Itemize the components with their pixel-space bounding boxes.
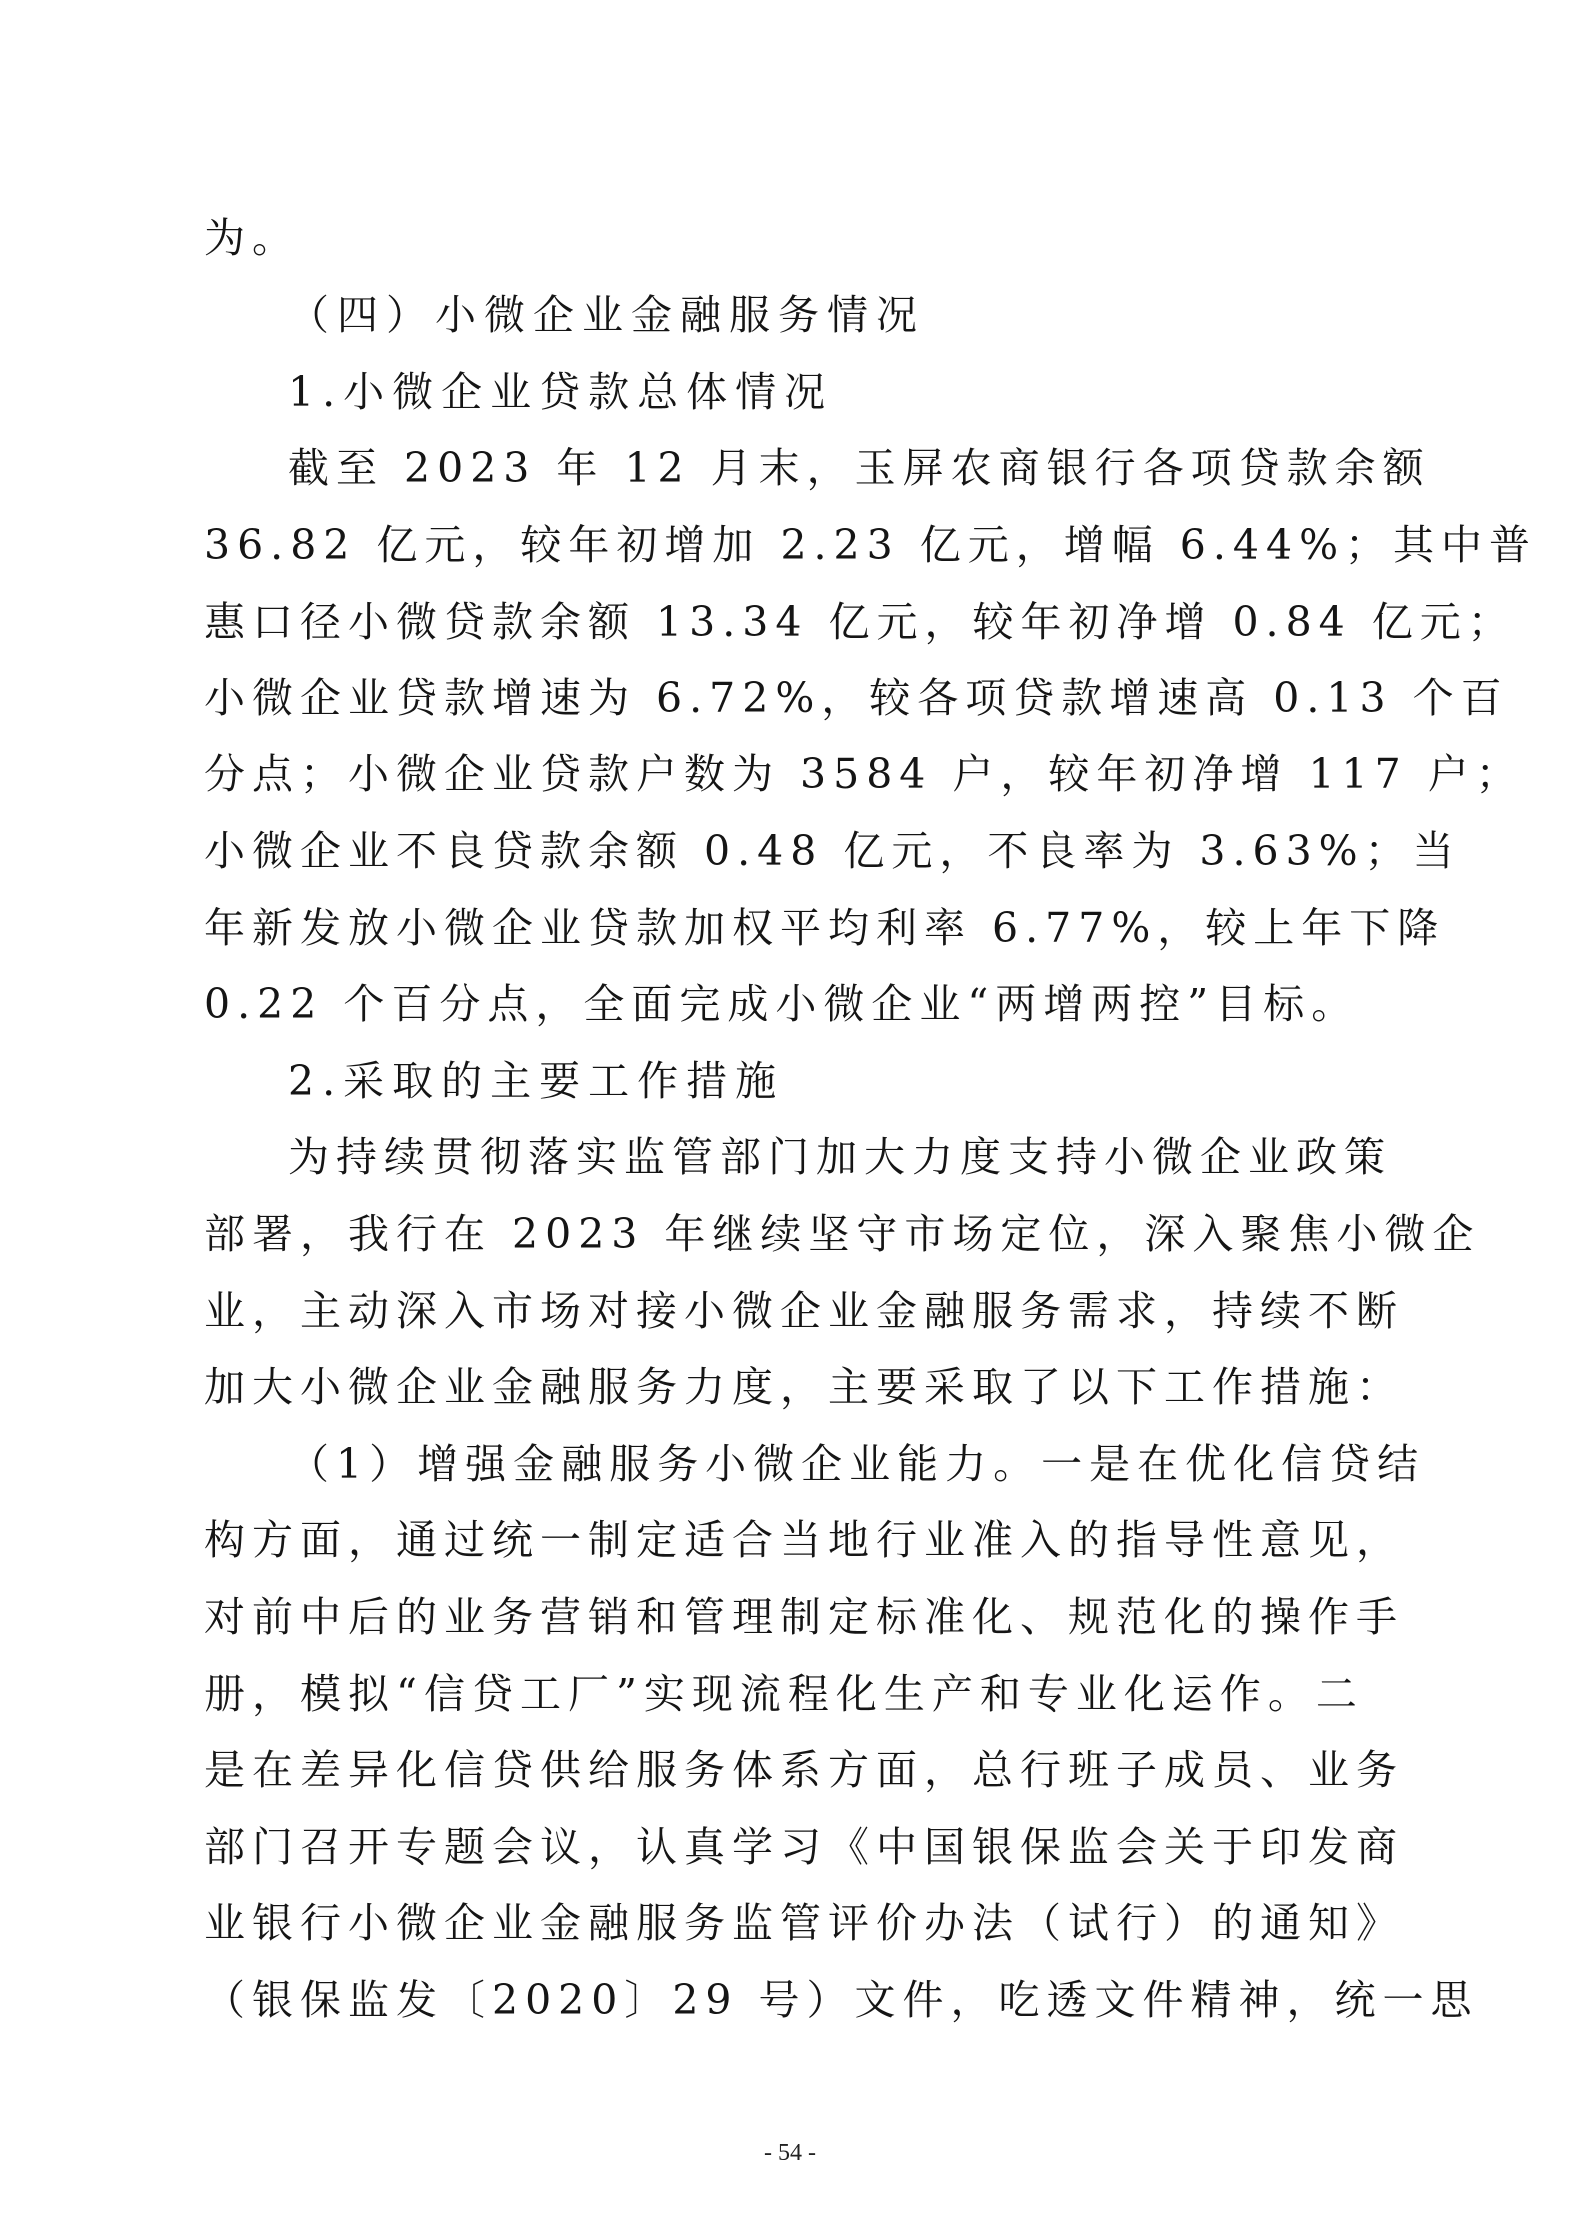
- body-line: 年新发放小微企业贷款加权平均利率 6.77%，较上年下降: [204, 904, 1446, 952]
- body-line: 业，主动深入市场对接小微企业金融服务需求，持续不断: [204, 1287, 1404, 1335]
- section-heading: （四）小微企业金融服务情况: [288, 291, 925, 339]
- subsection-heading: 2.采取的主要工作措施: [288, 1057, 785, 1105]
- body-line: 36.82 亿元，较年初增加 2.23 亿元，增幅 6.44%；其中普: [204, 521, 1538, 569]
- body-line: 小微企业贷款增速为 6.72%，较各项贷款增速高 0.13 个百: [204, 674, 1509, 722]
- paragraph-tail-line: 为。: [204, 214, 300, 262]
- body-line: 部门召开专题会议，认真学习《中国银保监会关于印发商: [204, 1823, 1404, 1871]
- body-line: （银保监发〔2020〕29 号）文件，吃透文件精神，统一思: [204, 1976, 1479, 2024]
- body-line: 小微企业不良贷款余额 0.48 亿元，不良率为 3.63%；当: [204, 827, 1461, 875]
- body-line: 册，模拟“信贷工厂”实现流程化生产和专业化运作。二: [204, 1670, 1364, 1718]
- body-line: （1）增强金融服务小微企业能力。一是在优化信贷结: [288, 1440, 1426, 1488]
- body-line: 部署，我行在 2023 年继续坚守市场定位，深入聚焦小微企: [204, 1210, 1481, 1258]
- body-line: 对前中后的业务营销和管理制定标准化、规范化的操作手: [204, 1593, 1404, 1641]
- body-line: 分点；小微企业贷款户数为 3584 户，较年初净增 117 户；: [204, 750, 1524, 798]
- body-line: 业银行小微企业金融服务监管评价办法（试行）的通知》: [204, 1899, 1404, 1947]
- body-line: 0.22 个百分点，全面完成小微企业“两增两控”目标。: [204, 980, 1360, 1028]
- body-line: 是在差异化信贷供给服务体系方面，总行班子成员、业务: [204, 1746, 1404, 1794]
- body-line: 惠口径小微贷款余额 13.34 亿元，较年初净增 0.84 亿元；: [204, 598, 1516, 646]
- subsection-heading: 1.小微企业贷款总体情况: [288, 368, 834, 416]
- body-line: 构方面，通过统一制定适合当地行业准入的指导性意见，: [204, 1516, 1404, 1564]
- body-line: 为持续贯彻落实监管部门加大力度支持小微企业政策: [288, 1133, 1392, 1181]
- page-number: - 54 -: [764, 2140, 816, 2166]
- body-line: 截至 2023 年 12 月末，玉屏农商银行各项贷款余额: [288, 444, 1431, 492]
- body-line: 加大小微企业金融服务力度，主要采取了以下工作措施：: [204, 1363, 1404, 1411]
